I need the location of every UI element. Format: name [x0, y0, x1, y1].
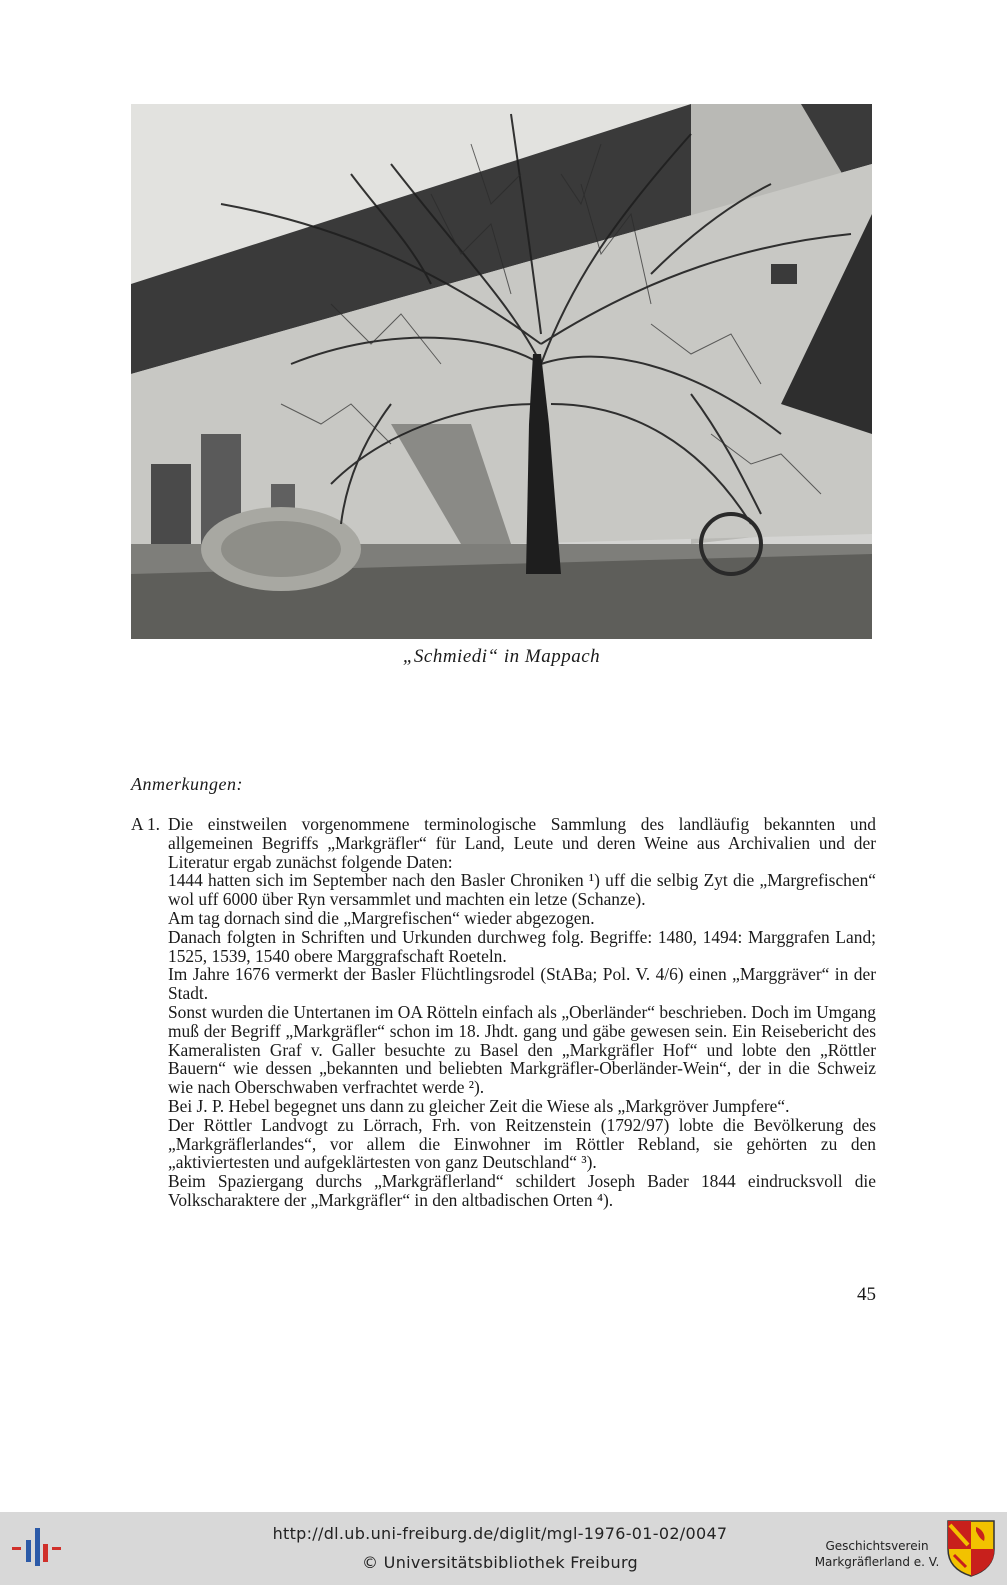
society-line-1: Geschichtsverein	[825, 1539, 929, 1553]
note-paragraph: Beim Spaziergang durchs „Markgräflerland“ schildert Joseph Bader 1844 eindrucksvoll die Volkscharaktere der „Markgräfler“ in den altbadischen Orten ⁴).	[168, 1171, 876, 1210]
copyright-notice: © Universitätsbibliothek Freiburg	[362, 1553, 638, 1572]
note-paragraph: Am tag dornach sind die „Margrefischen“ wieder abgezogen.	[168, 907, 595, 928]
society-line-2: Markgräflerland e. V.	[814, 1555, 940, 1569]
ub-freiburg-logo-icon	[12, 1526, 62, 1570]
photo-illustration	[131, 104, 872, 639]
photo-caption: „Schmiedi“ in Mappach	[402, 646, 601, 667]
note-paragraph: Die einstweilen vorgenommene terminologische Sammlung des landläufig bekannten und allgemeinen Begriffs „Markgräfler“ für Land, Leute und deren Weine aus Archivalien und der Literatur ergab zunächst folgende Daten:	[168, 814, 876, 872]
note-paragraph: Der Röttler Landvogt zu Lörrach, Frh. von Reitzenstein (1792/97) lobte die Bevölkerung des „Markgräflerlandes“, vor allem die Einwohner im Röttler Rebland, sie gehörten zu den „aktiviertesten und aufgeklärtesten von ganz Deutschland“ ³).	[168, 1114, 876, 1173]
viewer-footer	[0, 1512, 1007, 1585]
note-paragraph: 1444 hatten sich im September nach den Basler Chroniken ¹) uff die selbig Zyt die „Margrefischen“ wol uff 6000 über Ryn versammlet und machten ein letze (Schanze).	[168, 870, 876, 910]
note-paragraph: Sonst wurden die Untertanen im OA Rötteln einfach als „Oberländer“ beschrieben. Doch im Umgang muß der Begriff „Markgräfler“ schon im 18. Jhdt. gang und gäbe gewesen sein. Ein Reisebericht des Kameralisten Graf v. Galler besuchte zu Basel den „Markgräfler Hof“ und lobte den „Röttler Bauern“ wie dessen „bekannten und beliebten Markgräfler-Oberländer-Wein“, der in die Schweiz wie nach Oberschwaben verfrachtet werde ²).	[168, 1001, 876, 1098]
note-number: A 1.	[131, 814, 160, 834]
note-paragraph: Im Jahre 1676 vermerkt der Basler Flüchtlingsrodel (StABa; Pol. V. 4/6) einen „Marggräver“ in der Stadt.	[168, 964, 876, 1004]
notes-section	[131, 815, 876, 1210]
permalink-url-link[interactable]: http://dl.ub.uni-freiburg.de/diglit/mgl-1976-01-02/0047	[272, 1524, 728, 1543]
note-item	[131, 815, 876, 1210]
notes-heading: Anmerkungen:	[131, 774, 243, 794]
note-body	[168, 815, 876, 1210]
page-number: 45	[857, 1284, 876, 1305]
note-paragraph: Bei J. P. Hebel begegnet uns dann zu gleicher Zeit die Wiese als „Markgröver Jumpfere“.	[168, 1095, 790, 1116]
society-name	[812, 1538, 942, 1570]
note-paragraph: Danach folgten in Schriften und Urkunden durchweg folg. Begriffe: 1480, 1494: Marggrafen Land; 1525, 1539, 1540 obere Marggrafschaft Roeteln.	[168, 926, 876, 966]
markgraeflerland-crest-icon	[946, 1519, 996, 1577]
building-photo	[131, 104, 872, 639]
